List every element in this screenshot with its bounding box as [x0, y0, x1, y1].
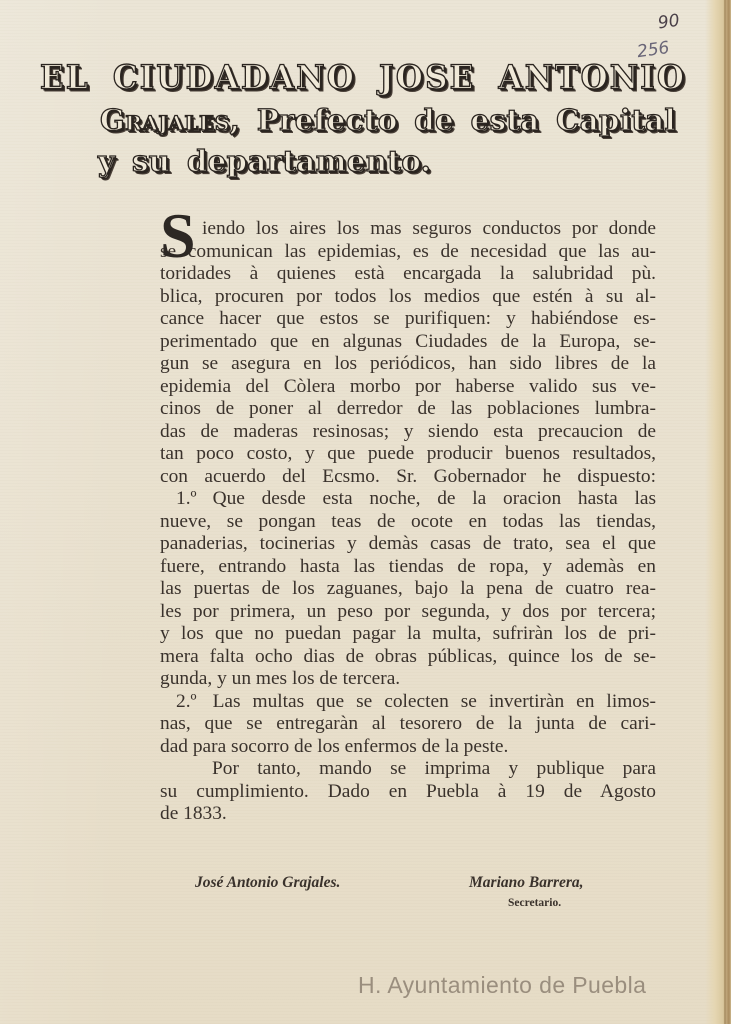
signature-prefect: José Antonio Grajales. [195, 874, 341, 891]
item-2-number: 2.º [176, 690, 197, 712]
decree-body [160, 200, 656, 826]
body-line: gun se asegura en los periódicos, han sido libres de la [160, 353, 656, 374]
closing-line: Por tanto, mando se imprima y publique para [212, 758, 656, 779]
item-1-line: mera falta ocho dias de obras públicas, quince los de se- [160, 645, 656, 667]
item-1-line: fuere, entrando hasta las tiendas de ropa, y ademàs en [160, 555, 656, 577]
body-line: epidemia del Còlera morbo por haberse valido sus ve- [160, 375, 656, 397]
item-1-line: nueve, se pongan teas de ocote en todas las tiendas, [160, 510, 656, 532]
item-1-line: gunda, y un mes los de tercera. [160, 668, 401, 689]
item-1-first-line [160, 488, 656, 511]
item-2-text: Las multas que se colecten se invertiràn en limos- [212, 690, 656, 712]
body-line: cinos de poner al derredor de las poblaciones lumbra- [160, 398, 656, 419]
body-line: cance hacer que estos se purifiquen: y habiéndose es- [160, 308, 656, 329]
item-1-line: panaderias, tocinerias y demàs casas de trato, sea el que [160, 533, 656, 554]
title-surname: Grajales, [100, 103, 241, 137]
drop-cap: S [160, 200, 196, 271]
item-1-line: les por primera, un peso por segunda, y dos por tercera; [160, 600, 656, 622]
item-1-number: 1.º [176, 488, 197, 509]
body-line: se comunican las epidemias, es de necesidad que las au- [160, 240, 656, 262]
body-line: blica, procuren por todos los medios que estén à su al- [160, 285, 656, 307]
item-2-line: dad para socorro de los enfermos de la peste. [160, 735, 509, 757]
item-2-line: nas, que se entregaràn al tesorero de la junta de cari- [160, 713, 656, 734]
secretary-role-label: Secretario. [508, 897, 562, 909]
title-line-3: y su departamento. [98, 144, 432, 178]
folio-number-handwritten-secondary: 256 [635, 37, 671, 63]
body-line: tan poco costo, y que puede producir buenos resultados, [160, 443, 656, 464]
closing-line: de 1833. [160, 803, 227, 824]
page-edge-line [724, 0, 726, 1024]
item-1-line: y los que no puedan pagar la multa, sufriràn los de pri- [160, 623, 656, 644]
body-line: toridades à quienes està encargada la salubridad pù. [160, 263, 656, 284]
item-2-first-line [160, 691, 656, 714]
closing-line: su cumplimiento. Dado en Puebla à 19 de Agosto [160, 780, 656, 802]
body-line: con acuerdo del Ecsmo. Sr. Gobernador he dispuesto: [160, 465, 656, 487]
title-office: Prefecto de esta Capital [256, 103, 677, 137]
body-line: das de maderas resinosas; y siendo esta precaucion de [160, 420, 656, 442]
body-line: iendo los aires los mas seguros conductos por donde [202, 218, 656, 239]
title-line-2 [100, 103, 676, 137]
page-edge [705, 0, 731, 1024]
item-1-line: las puertas de los zaguanes, bajo la pena de cuatro rea- [160, 578, 656, 599]
title-line-1: EL CIUDADANO JOSE ANTONIO [40, 59, 687, 97]
signature-secretary: Mariano Barrera, [469, 874, 584, 891]
item-1-text: Que desde esta noche, de la oracion hasta las [212, 488, 656, 509]
archive-watermark: H. Ayuntamiento de Puebla [358, 972, 647, 998]
body-line: perimentado que en algunas Ciudades de la Europa, se- [160, 330, 656, 352]
folio-number-handwritten: 90 [656, 10, 681, 34]
